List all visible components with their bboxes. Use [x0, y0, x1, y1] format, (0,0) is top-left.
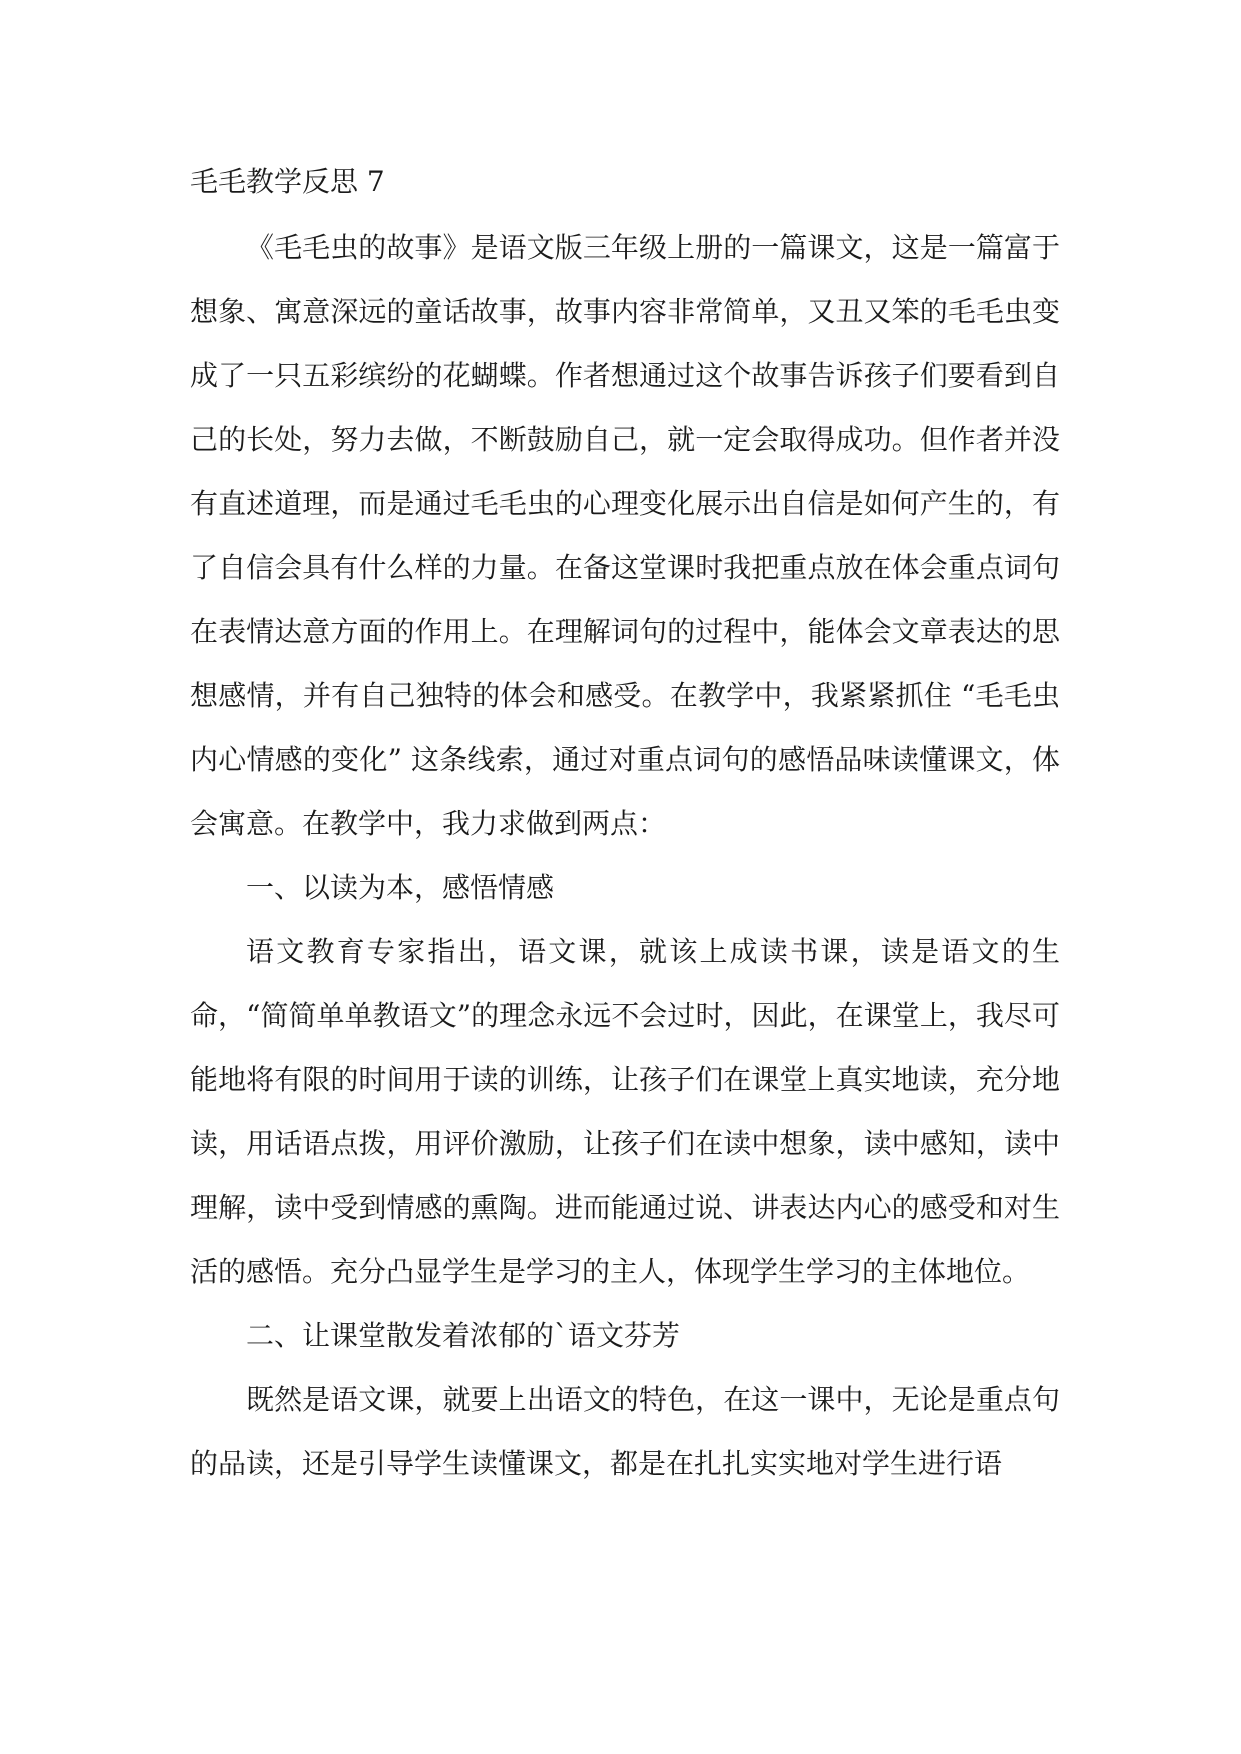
paragraph-intro: 《毛毛虫的故事》是语文版三年级上册的一篇课文，这是一篇富于想象、寓意深远的童话故事，故事内容非常简单，又丑又笨的毛毛虫变成了一只五彩缤纷的花蝴蝶。作者想通过这个故事告诉孩子们要看到自己的长处，努力去做，不断鼓励自己，就一定会取得成功。但作者并没有直述道理，而是通过毛毛虫的心理变化展示出自信是如何产生的，有了自信会具有什么样的力量。在备这堂课时我把重点放在体会重点词句在表情达意方面的作用上。在理解词句的过程中，能体会文章表达的思想感情，并有自己独特的体会和感受。在教学中，我紧紧抓住 “毛毛虫内心情感的变化” 这条线索，通过对重点词句的感悟品味读懂课文，体会寓意。在教学中，我力求做到两点： [190, 231, 1060, 840]
document-title: 毛毛教学反思 7 [190, 165, 385, 198]
section-heading-1: 一、以读为本，感悟情感 [246, 871, 555, 904]
paragraph-reading: 语文教育专家指出，语文课，就该上成读书课，读是语文的生命，“简简单单教语文”的理念永远不会过时，因此，在课堂上，我尽可能地将有限的时间用于读的训练，让孩子们在课堂上真实地读，充分地读，用话语点拨，用评价激励，让孩子们在读中想象，读中感知，读中理解，读中受到情感的熏陶。进而能通过说、讲表达内心的感受和对生活的感悟。充分凸显学生是学习的主人，体现学生学习的主体地位。 [190, 935, 1060, 1288]
section-heading-2: 二、让课堂散发着浓郁的`语文芬芳 [246, 1319, 681, 1352]
document-body [190, 150, 1060, 1496]
paragraph-chinese-features: 既然是语文课，就要上出语文的特色，在这一课中，无论是重点句的品读，还是引导学生读懂课文，都是在扎扎实实地对学生进行语 [190, 1383, 1060, 1480]
